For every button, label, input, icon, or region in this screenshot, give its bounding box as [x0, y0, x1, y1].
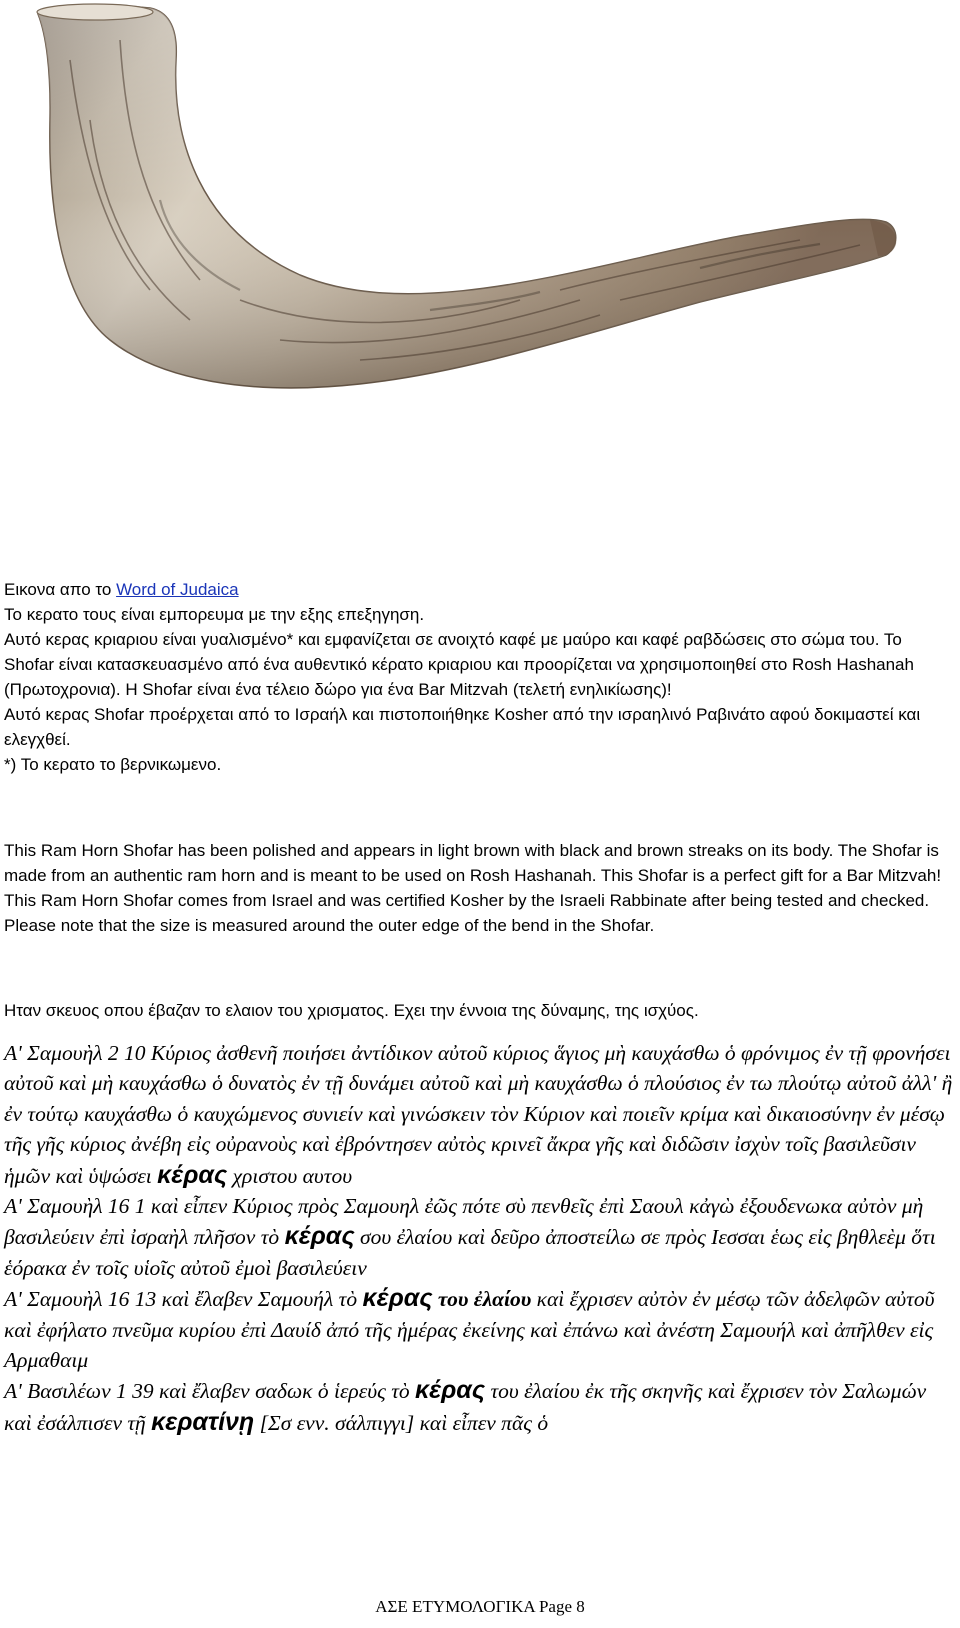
- english-paragraph: This Ram Horn Shofar comes from Israel and was certified Kosher by the Israeli Rabbinate after being tested and checked. Please note that the size is measured around the outer edge of the bend in the Shofar.: [4, 891, 930, 935]
- page-footer: ΑΣΕ ΕΤΥΜΟΛΟΓΙΚΑ Page 8: [375, 1597, 585, 1616]
- verse-text: Α' Βασιλέων 1 39 καὶ ἔλαβεν σαδωκ ὁ ἱερεύς τὸ: [4, 1379, 416, 1404]
- verse-1samuel-16-1: [4, 1191, 954, 1283]
- verse-text: Α' Σαμουὴλ 2 10 Κύριος ἀσθενῆ ποιήσει ἀντίδικον αὐτοῦ κύριος ἅγιος μὴ καυχάσθω ὁ φρόνιμος ἐν τῇ φρονήσει αὐτοῦ καὶ μὴ καυχάσθω ὁ δυνατὸς ἐν τῇ δυνάμει αὐτοῦ καὶ μὴ καυχάσθω ὁ πλούσιος ἐν τω πλούτῳ αὐτοῦ ἀλλ' ἢ ἐν τούτῳ καυχάσθω ὁ καυχώμενος συνιείν καὶ γινώσκειν τὸν Κύριον καὶ ποιεῖν κρίμα καὶ δικαιοσύνην ἐν μέσῳ τῆς γῆς κύριος ἀνέβη εἰς οὐρανοὺς καὶ ἐβρόντησεν αὐτὸς κρινεῖ ἄκρα γῆς καὶ διδῶσιν ἰσχὺν τοῖς βασιλεῦσιν ἡμῶν καὶ ὑψώσει: [4, 1041, 953, 1188]
- note-text: Ηταν σκευος οπου έβαζαν το ελαιον του χρισματος. Εχει την έννοια της δύναμης, της ισχύος.: [4, 1001, 699, 1020]
- scripture-verses: [4, 1038, 954, 1438]
- keyword-keras: κέρας: [284, 1222, 355, 1251]
- verse-text: σου ἐλαίου καὶ δεῦρο ἀποστείλω σε πρὸς Ιεσσαι ἑως εἰς βηθλεὲμ ὅτι ἑόρακα ἐν τοῖς υἱοῖς αὐτοῦ ἐμοὶ βασιλεύειν: [4, 1225, 936, 1280]
- keyword-keras: κέρας: [157, 1160, 228, 1189]
- greek-description: [4, 577, 954, 777]
- meaning-note: [4, 998, 954, 1023]
- keyword-keras: κέρας: [362, 1284, 433, 1313]
- word-of-judaica-link[interactable]: Word of Judaica: [116, 580, 239, 599]
- verse-1samuel-16-13: [4, 1283, 954, 1375]
- shofar-image: [0, 0, 960, 560]
- greek-footnote: *) Το κερατο το βερνικωμενο.: [4, 755, 222, 774]
- greek-paragraph: Το κερατο τους είναι εμπορευμα με την εξης επεξηγηση.: [4, 605, 425, 624]
- greek-paragraph: Αυτό κερας Shofar προέρχεται από το Ισραήλ και πιστοποιήθηκε Kosher από την ισραηλινό Ραβινάτο αφού δοκιμαστεί και ελεγχθεί.: [4, 705, 921, 749]
- verse-text: Α' Σαμουὴλ 16 13 καὶ ἔλαβεν Σαμουήλ τὸ: [4, 1287, 363, 1312]
- greek-paragraph: Αυτό κερας κριαριου είναι γυαλισμένο* και εμφανίζεται σε ανοιχτό καφέ με μαύρο και καφέ ραβδώσεις στο σώμα του. Το Shofar είναι κατασκευασμένο από ένα αυθεντικό κέρατο κριαριου και προορίζεται να χρησιμοποιηθεί στο Rosh Hashanah (Πρωτοχρονια). Η Shofar είναι ένα τέλειο δώρο για ένα Bar Mitzvah (τελετή ενηλικίωσης)!: [4, 630, 914, 699]
- verse-text: [Σσ ενν. σάλπιγγι] καὶ εἶπεν πᾶς ὁ: [254, 1410, 549, 1435]
- verse-text: καὶ ἔχρισεν αὐτὸν ἐν μέσῳ τῶν ἀδελφῶν αὐτοῦ καὶ ἐφήλατο πνεῦμα κυρίου ἐπὶ Δαυίδ ἀπό τῆς ἡμέρας ἐκείνης καὶ ἐπάνω καὶ ἀνέστη Σαμουήλ καὶ ἀπῆλθεν εἰς Αρμαθαιμ: [4, 1287, 935, 1373]
- verse-text: Α' Σαμουὴλ 16 1 καὶ εἶπεν Κύριος πρὸς Σαμουηλ ἐῶς πότε σὺ πενθεῖς ἐπὶ Σαουλ κἀγὼ ἐξουδενωκα αὐτὸν μὴ βασιλεύειν ἐπὶ ἰσραὴλ πλῆσον τὸ: [4, 1194, 924, 1250]
- keyword-keratine: κερατίνῃ: [151, 1407, 255, 1436]
- english-description: [4, 838, 954, 938]
- keyword-elaiou: του ἐλαίου: [432, 1287, 532, 1312]
- verse-1samuel-2-10: [4, 1038, 954, 1191]
- verse-text: χριστου αυτου: [227, 1163, 353, 1188]
- english-paragraph: This Ram Horn Shofar has been polished and appears in light brown with black and brown streaks on its body. The Shofar is made from an authentic ram horn and is meant to be used on Rosh Hashanah. This Shofar is a perfect gift for a Bar Mitzvah!: [4, 841, 942, 885]
- caption-prefix: Εικονα απο το: [4, 580, 117, 599]
- verse-1kings-1-39: [4, 1375, 954, 1438]
- image-caption: [4, 577, 954, 602]
- verse-text: του ἐλαίου ἐκ τῆς σκηνῆς καὶ ἔχρισεν τὸν Σαλωμών καὶ ἐσάλπισεν τῇ: [4, 1379, 927, 1435]
- keyword-keras: κέρας: [415, 1376, 486, 1405]
